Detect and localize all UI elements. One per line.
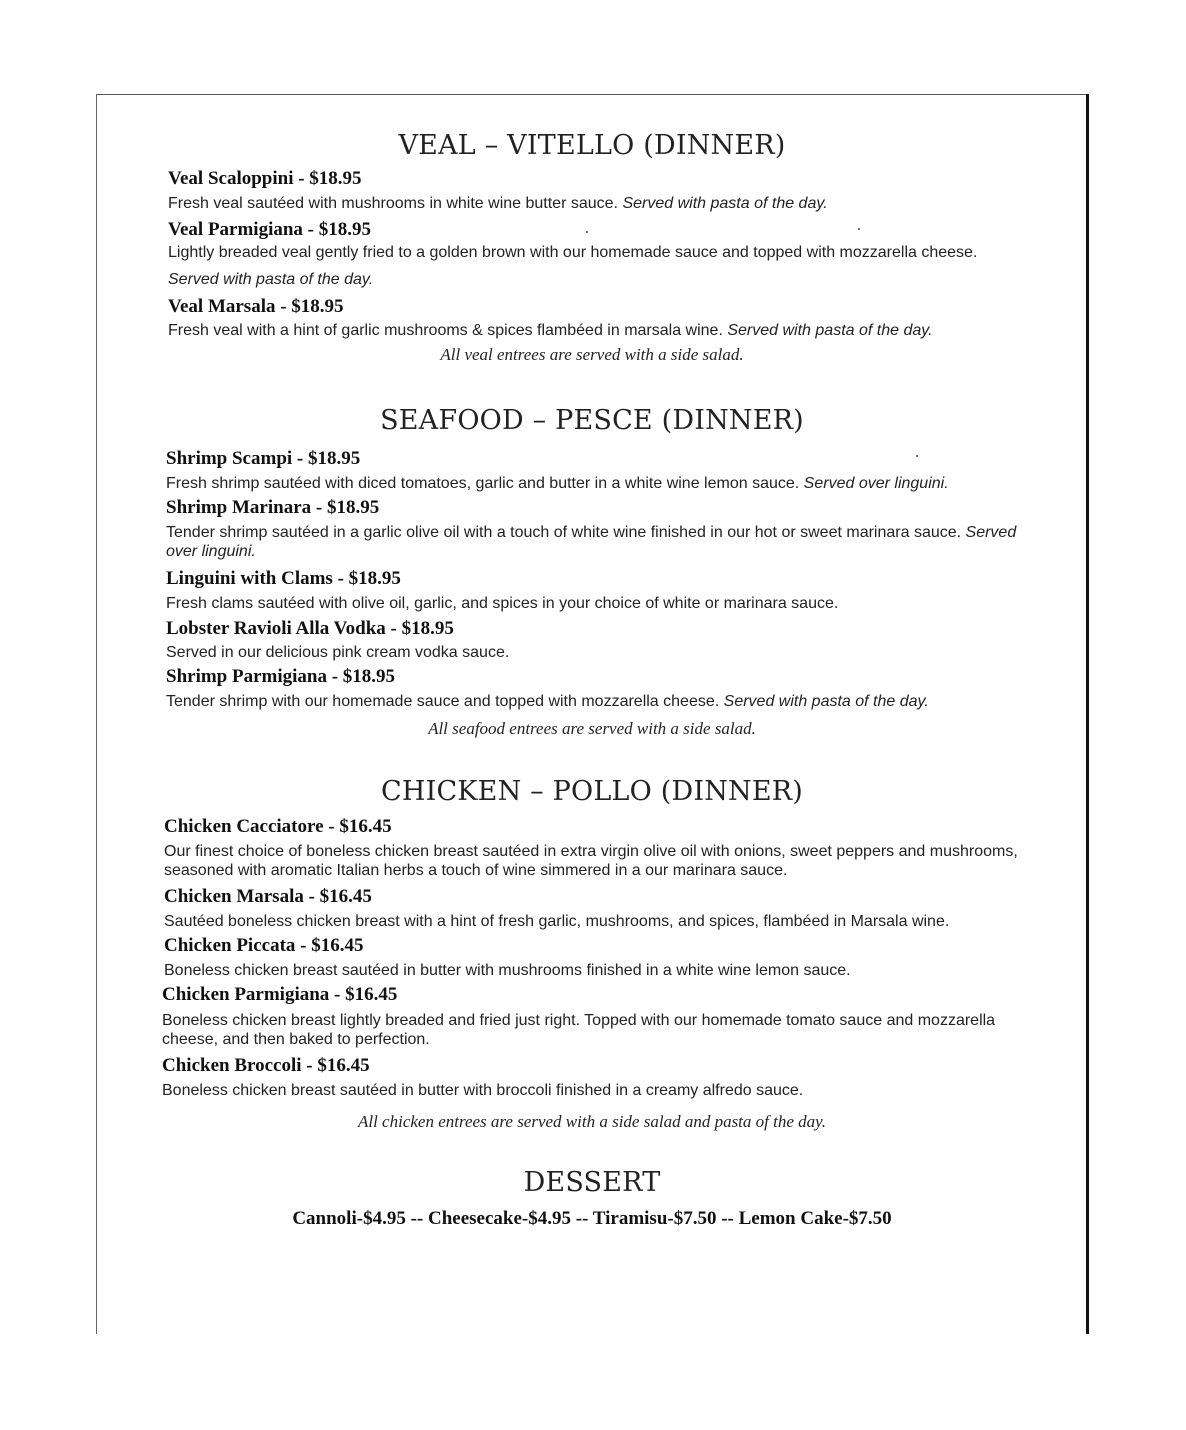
menu-item-description <box>166 523 1046 561</box>
page-frame-right <box>1086 94 1089 1334</box>
item-served-with: Served with pasta of the day. <box>622 195 828 212</box>
menu-item-description <box>168 321 933 340</box>
item-description-text: Boneless chicken breast sautéed in butter with broccoli finished in a creamy alfredo sauce. <box>162 1082 804 1099</box>
menu-item-description <box>164 961 851 980</box>
page-frame-left <box>96 94 97 1334</box>
menu-item-name: Chicken Piccata - $16.45 <box>164 935 364 956</box>
menu-item-description <box>166 474 949 493</box>
item-description-text: Fresh clams sautéed with olive oil, garlic, and spices in your choice of white or marinara sauce. <box>166 595 839 612</box>
dessert-section-title: DESSERT <box>523 1167 661 1198</box>
scan-speck <box>586 231 588 233</box>
menu-item-description <box>164 912 949 931</box>
menu-item-name: Chicken Marsala - $16.45 <box>164 886 372 907</box>
item-served-with: Served over linguini. <box>166 524 1017 560</box>
chicken-section-note: All chicken entrees are served with a side salad and pasta of the day. <box>357 1112 827 1131</box>
menu-item-name: Shrimp Scampi - $18.95 <box>166 448 361 469</box>
menu-item-name: Shrimp Marinara - $18.95 <box>166 497 380 518</box>
item-description-text: Lightly breaded veal gently fried to a golden brown with our homemade sauce and topped with mozzarella cheese. <box>168 244 978 261</box>
item-served-with: Served with pasta of the day. <box>168 271 374 288</box>
menu-item-description <box>168 239 1028 293</box>
item-description-text: Served in our delicious pink cream vodka sauce. <box>166 644 510 661</box>
scan-speck <box>916 455 918 457</box>
menu-item-description <box>166 692 929 711</box>
menu-item-name: Chicken Parmigiana - $16.45 <box>162 984 398 1005</box>
page-frame-top <box>97 94 1087 95</box>
menu-item-name: Veal Scaloppini - $18.95 <box>168 168 362 189</box>
item-description-text: Tender shrimp sautéed in a garlic olive oil with a touch of white wine finished in our hot or sweet marinara sauce. <box>166 524 962 541</box>
menu-item-description <box>162 1011 1022 1049</box>
item-description-text: Fresh veal with a hint of garlic mushrooms & spices flambéed in marsala wine. <box>168 322 723 339</box>
item-served-with: Served over linguini. <box>803 475 949 492</box>
menu-item-description <box>166 594 838 613</box>
menu-item-name: Chicken Cacciatore - $16.45 <box>164 816 392 837</box>
veal-section-note: All veal entrees are served with a side salad. <box>440 345 744 364</box>
menu-item-description <box>164 842 1034 880</box>
scan-speck <box>858 228 860 230</box>
seafood-section-note: All seafood entrees are served with a side salad. <box>428 719 756 738</box>
menu-item-name: Linguini with Clams - $18.95 <box>166 568 401 589</box>
item-description-text: Tender shrimp with our homemade sauce and topped with mozzarella cheese. <box>166 693 720 710</box>
menu-item-name: Veal Marsala - $18.95 <box>168 296 344 317</box>
menu-item-name: Veal Parmigiana - $18.95 <box>168 219 372 240</box>
veal-section-title: VEAL – VITELLO (DINNER) <box>398 130 786 161</box>
item-served-with: Served with pasta of the day. <box>723 693 929 710</box>
item-served-with: Served with pasta of the day. <box>727 322 933 339</box>
item-description-text: Sautéed boneless chicken breast with a hint of fresh garlic, mushrooms, and spices, flambéed in Marsala wine. <box>164 913 950 930</box>
menu-item-description <box>168 194 828 213</box>
item-description-text: Boneless chicken breast sautéed in butter with mushrooms finished in a white wine lemon sauce. <box>164 962 851 979</box>
item-description-text: Fresh shrimp sautéed with diced tomatoes, garlic and butter in a white wine lemon sauce. <box>166 475 800 492</box>
dessert-list: Cannoli-$4.95 -- Cheesecake-$4.95 -- Tiramisu-$7.50 -- Lemon Cake-$7.50 <box>292 1208 892 1229</box>
menu-item-description <box>166 643 509 662</box>
menu-item-name: Shrimp Parmigiana - $18.95 <box>166 666 396 687</box>
chicken-section-title: CHICKEN – POLLO (DINNER) <box>380 776 804 807</box>
menu-item-description <box>162 1081 803 1100</box>
item-description-text: Our finest choice of boneless chicken breast sautéed in extra virgin olive oil with onions, sweet peppers and mushrooms, seasoned with aromatic Italian herbs a touch of wine simmered in a our marinara sauce. <box>164 843 1018 879</box>
item-description-text: Fresh veal sautéed with mushrooms in white wine butter sauce. <box>168 195 618 212</box>
menu-item-name: Chicken Broccoli - $16.45 <box>162 1055 370 1076</box>
seafood-section-title: SEAFOOD – PESCE (DINNER) <box>380 405 804 436</box>
menu-item-name: Lobster Ravioli Alla Vodka - $18.95 <box>166 618 454 639</box>
item-description-text: Boneless chicken breast lightly breaded and fried just right. Topped with our homemade tomato sauce and mozzarella cheese, and then baked to perfection. <box>162 1012 996 1048</box>
